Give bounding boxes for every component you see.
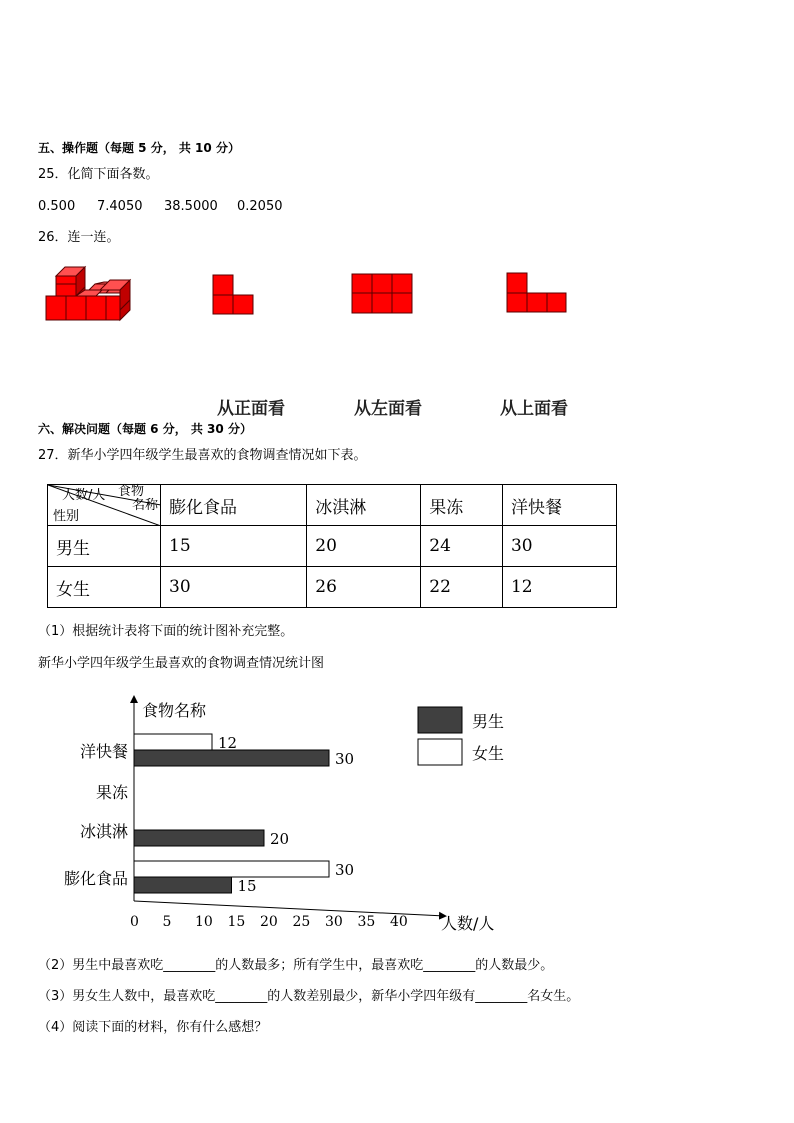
corner-label-food: 食物	[118, 484, 145, 499]
legend-label-girls: 女生	[472, 744, 505, 763]
table-header-row	[48, 485, 617, 526]
table-header-cell: 洋快餐	[502, 485, 616, 526]
y-axis-label: 食物名称	[142, 701, 207, 720]
row-label: 女生	[48, 567, 161, 608]
bar-girls	[134, 734, 212, 750]
question-26: 26．连一连。	[38, 230, 120, 245]
top-view-figure	[507, 273, 566, 312]
x-tick-label: 40	[390, 914, 408, 930]
table-row	[48, 567, 617, 608]
table-corner-cell	[48, 485, 161, 526]
data-label: 30	[335, 861, 355, 879]
x-tick-label: 0	[130, 914, 139, 930]
legend-swatch-boys	[418, 707, 462, 733]
x-tick-label: 25	[292, 914, 311, 930]
category-label: 冰淇淋	[79, 822, 128, 841]
x-tick-label: 5	[162, 914, 172, 930]
bar-boys	[134, 750, 329, 766]
front-view-figure	[213, 275, 253, 314]
q25-number-1: 0.500	[38, 199, 76, 214]
legend-label-boys: 男生	[472, 712, 505, 731]
category-label: 果冻	[95, 783, 128, 802]
chart-title: 新华小学四年级学生最喜欢的食物调查情况统计图	[38, 656, 325, 671]
question-25: 25．化简下面各数。	[38, 167, 159, 182]
legend-swatch-girls	[418, 739, 462, 765]
x-tick-label: 10	[195, 914, 213, 930]
table-row	[48, 526, 617, 567]
part-3: （3）男女生人数中，最喜欢吃________的人数差别最少，新华小学四年级有________名女生。	[38, 989, 580, 1004]
section6-heading: 六、解决问题（每题 6 分， 共 30 分）	[38, 422, 252, 436]
table-cell: 24	[421, 526, 503, 567]
x-tick-label: 35	[357, 914, 376, 930]
view-label-left: 从左面看	[354, 399, 422, 419]
row-label: 男生	[48, 526, 161, 567]
category-label: 膨化食品	[63, 869, 128, 888]
x-tick-label: 20	[260, 914, 278, 930]
corner-label-name: 名称	[132, 498, 159, 513]
corner-label-gender: 性别	[53, 509, 80, 524]
bar-chart	[0, 685, 560, 940]
x-axis-label: 人数/人	[441, 914, 495, 933]
table-cell: 12	[502, 567, 616, 608]
data-label: 15	[237, 877, 257, 895]
table-cell: 30	[161, 567, 307, 608]
q25-number-4: 0.2050	[237, 199, 283, 214]
data-label: 30	[335, 750, 355, 768]
table-cell: 22	[421, 567, 503, 608]
table-cell: 15	[161, 526, 307, 567]
q25-number-3: 38.5000	[164, 199, 218, 214]
table-header-cell: 膨化食品	[161, 485, 307, 526]
category-label: 洋快餐	[79, 742, 128, 761]
bar-boys	[134, 877, 232, 893]
corner-label-count: 人数/人	[62, 488, 106, 503]
part-4: （4）阅读下面的材料，你有什么感想？	[38, 1020, 268, 1035]
table-cell: 26	[307, 567, 421, 608]
part-1: （1）根据统计表将下面的统计图补充完整。	[38, 624, 294, 639]
section5-heading: 五、操作题（每题 5 分， 共 10 分）	[38, 141, 240, 155]
q25-number-2: 7.4050	[97, 199, 143, 214]
left-view-figure	[352, 274, 412, 313]
table-cell: 20	[307, 526, 421, 567]
table-header-cell: 果冻	[421, 485, 503, 526]
view-label-top: 从上面看	[500, 399, 568, 419]
data-label: 12	[218, 734, 238, 752]
question-27: 27．新华小学四年级学生最喜欢的食物调查情况如下表。	[38, 448, 367, 463]
bar-boys	[134, 830, 264, 846]
cube-stack-3d	[46, 267, 130, 320]
bar-girls	[134, 861, 329, 877]
table-cell: 30	[502, 526, 616, 567]
part-2: （2）男生中最喜欢吃________的人数最多；所有学生中，最喜欢吃________的人数最少。	[38, 958, 554, 973]
x-tick-label: 30	[325, 914, 343, 930]
survey-table	[47, 484, 617, 608]
view-label-front: 从正面看	[217, 399, 285, 419]
data-label: 20	[270, 830, 290, 848]
table-header-cell: 冰淇淋	[307, 485, 421, 526]
cube-figures	[40, 258, 580, 328]
x-tick-label: 15	[227, 914, 246, 930]
